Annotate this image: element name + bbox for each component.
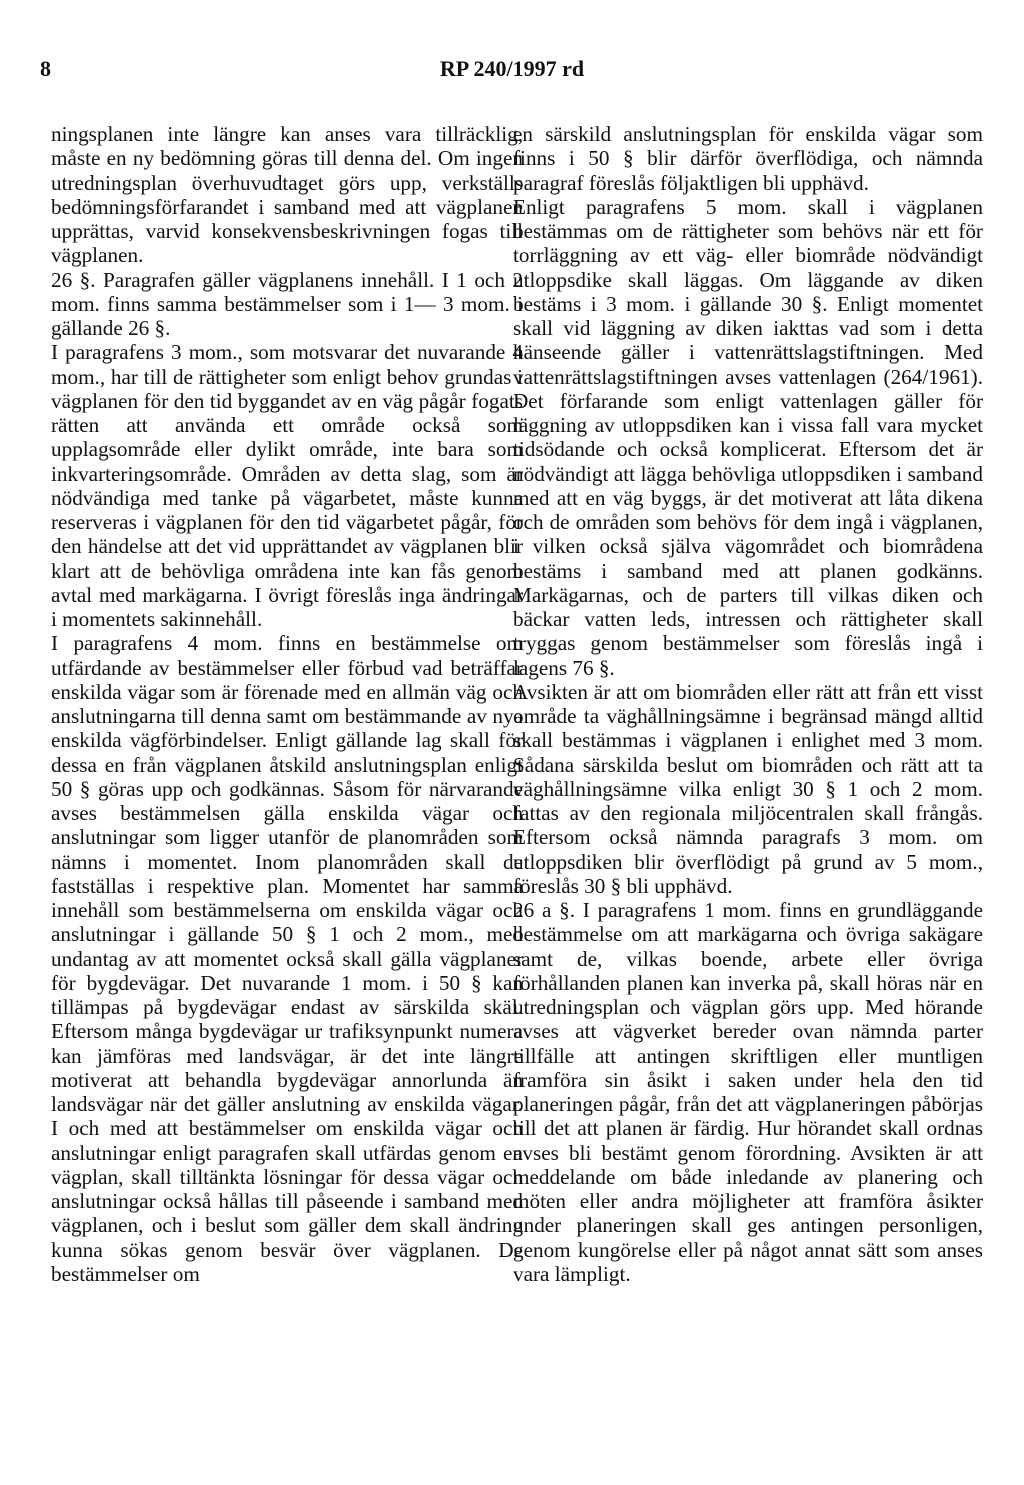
right-text-column bbox=[513, 122, 983, 1286]
paragraph: I paragrafens 4 mom. finns en bestämmelse om utfärdande av bestämmelser eller förbud vad beträffar enskilda vägar som är förenade med en allmän väg och anslutningarna till denna samt om bestämmande av nya enskilda vägförbindelser. Enligt gällande lag skall för dessa en från vägplanen åtskild anslutningsplan enligt 50 § göras upp och godkännas. Såsom för närvarande avses bestämmelsen gälla enskilda vägar och anslutningar som ligger utanför de planområden som nämns i momentet. Inom planområden skall de fastställas i respektive plan. Momentet har samma innehåll som bestämmelserna om enskilda vägar och anslutningar i gällande 50 § 1 och 2 mom., med undantag av att momentet också skall gälla vägplaner för bygdevägar. Det nuvarande 1 mom. i 50 § kan tillämpas på bygdevägar endast av särskilda skäl. Eftersom många bygdevägar ur trafiksynpunkt numera kan jämföras med landsvägar, är det inte längre motiverat att behandla bygdevägar annorlunda än landsvägar när det gäller anslutning av enskilda vägar. I och med att bestämmelser om enskilda vägar och anslutningar enligt paragrafen skall utfärdas genom en vägplan, skall tilltänkta lösningar för dessa vägar och anslutningar också hållas till påseende i samband med vägplanen, och i beslut som gäller dem skall ändring kunna sökas genom besvär över vägplanen. De bestämmelser om bbox=[51, 631, 523, 1286]
paragraph: 26 §. Paragrafen gäller vägplanens innehåll. I 1 och 2 mom. finns samma bestämmelser som i 1— 3 mom. i gällande 26 §. bbox=[51, 267, 523, 340]
page-number: 8 bbox=[40, 56, 51, 81]
paragraph: I paragrafens 3 mom., som motsvarar det nuvarande 4 mom., har till de rättigheter som enligt behov grundas i vägplanen för den tid byggandet av en väg pågår fogats rätten att använda ett område också som upplagsområde eller dylikt område, inte bara som inkvarteringsområde. Områden av detta slag, som är nödvändiga med tanke på vägarbetet, måste kunna reserveras i vägplanen för den tid vägarbetet pågår, för den händelse att det vid upprättandet av vägplanen blir klart att de behövliga områdena inte kan fås genom avtal med markägarna. I övrigt föreslås inga ändringar i momentets sakinnehåll. bbox=[51, 340, 523, 631]
running-head-title: RP 240/1997 rd bbox=[439, 56, 585, 81]
paragraph: Enligt paragrafens 5 mom. skall i vägplanen bestämmas om de rättigheter som behövs när ett för torrläggning av ett väg- eller biområde nödvändigt utloppsdike skall läggas. Om läggande av diken bestäms i 3 mom. i gällande 30 §. Enligt momentet skall vid läggning av diken iakttas vad som i detta hänseende gäller i vattenrättslagstiftningen. Med vattenrättslagstiftningen avses vattenlagen (264/1961). Det förfarande som enligt vattenlagen gäller för läggning av utloppsdiken kan i vissa fall vara mycket tidsödande och också komplicerat. Eftersom det är nödvändigt att lägga behövliga utloppsdiken i samband med att en väg byggs, är det motiverat att låta dikena och de områden som behövs för dem ingå i vägplanen, i vilken också själva vägområdet och biområdena bestäms i samband med att planen godkänns. Markägarnas, och de parters till vilkas diken och bäckar vatten leds, intressen och rättigheter skall tryggas genom bestämmelser som föreslås ingå i lagens 76 §. bbox=[513, 194, 983, 680]
paragraph: ningsplanen inte längre kan anses vara tillräcklig, måste en ny bedömning göras till denna del. Om ingen utredningsplan överhuvudtaget görs upp, verkställs bedömningsförfarandet i samband med att vägplanen upprättas, varvid konsekvensbeskrivningen fogas till vägplanen. bbox=[51, 122, 523, 268]
left-text-column bbox=[51, 122, 523, 1286]
paragraph: 26 a §. I paragrafens 1 mom. finns en grundläggande bestämmelse om att markägarna och övriga sakägare samt de, vilkas boende, arbete eller övriga förhållanden planen kan inverka på, skall höras när en utredningsplan och vägplan görs upp. Med hörande avses att vägverket bereder ovan nämnda parter tillfälle att antingen skriftligen eller muntligen framföra sin åsikt i saken under hela den tid planeringen pågår, från det att vägplaneringen påbörjas till det att planen är färdig. Hur hörandet skall ordnas avses bli bestämt genom förordning. Avsikten är att meddelande om både inledande av planering och möten eller andra möjligheter att framföra åsikter under planeringen skall ges antingen personligen, genom kungörelse eller på något annat sätt som anses vara lämpligt. bbox=[513, 898, 983, 1286]
paragraph: Avsikten är att om biområden eller rätt att från ett visst område ta väghållningsämne i begränsad mängd alltid skall bestämmas i vägplanen i enlighet med 3 mom. Sådana särskilda beslut om biområden och rätt att ta väghållningsämne vilka enligt 30 § 1 och 2 mom. fattas av den regionala miljöcentralen skall frångås. Eftersom också nämnda paragrafs 3 mom. om utloppsdiken blir överflödigt på grund av 5 mom., föreslås 30 § bli upphävd. bbox=[513, 679, 983, 898]
paragraph: en särskild anslutningsplan för enskilda vägar som finns i 50 § blir därför överflödiga, och nämnda paragraf föreslås följaktligen bli upphävd. bbox=[513, 122, 983, 195]
